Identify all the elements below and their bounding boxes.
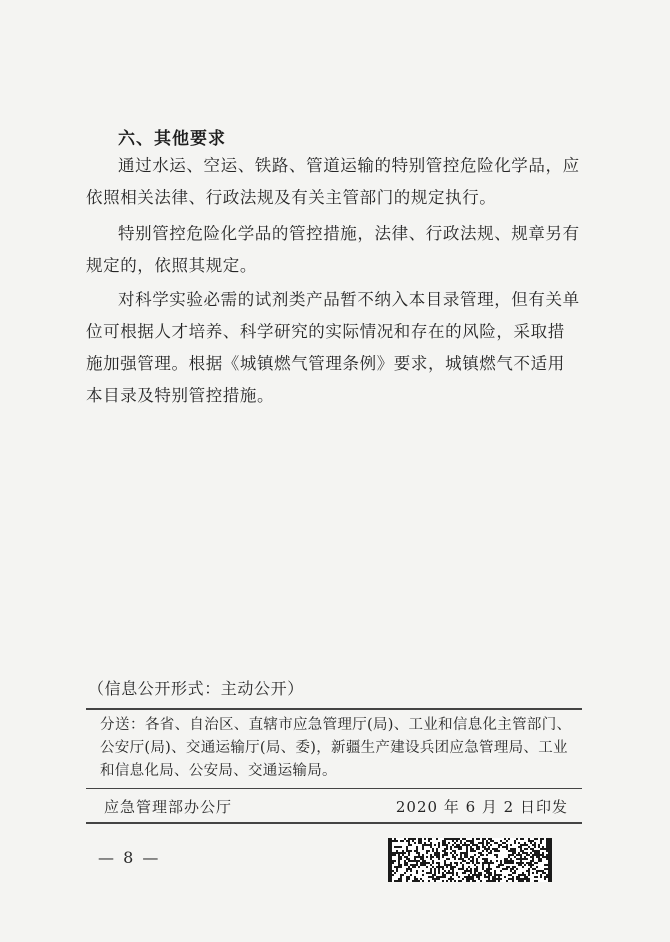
cc-label: 分送：	[100, 717, 145, 733]
paragraph-reagents: 对科学实验必需的试剂类产品暂不纳入本目录管理，但有关单位可根据人才培养、科学研究的实际情况和存在的风险，采取措施加强管理。根据《城镇燃气管理条例》要求，城镇燃气不适用本目录及特别管控措施。	[86, 290, 580, 405]
paragraph-control-measures: 特别管控危险化学品的管控措施，法律、行政法规、规章另有规定的，依照其规定。	[86, 224, 580, 275]
cc-block	[100, 714, 578, 783]
divider-middle	[86, 788, 582, 789]
issuing-office: 应急管理部办公厅	[104, 798, 233, 816]
divider-top	[86, 708, 582, 710]
disclosure-form: （信息公开形式：主动公开）	[88, 679, 304, 698]
cc-recipients: 各省、自治区、直辖市应急管理厅(局)、工业和信息化主管部门、公安厅(局)、交通运输厅(局、委)，新疆生产建设兵团应急管理局、工业和信息化局、公安局、交通运输局。	[100, 717, 572, 779]
paragraph-transport: 通过水运、空运、铁路、管道运输的特别管控危险化学品，应依照相关法律、行政法规及有关主管部门的规定执行。	[86, 156, 580, 207]
issue-date: 2020 年 6 月 2 日印发	[395, 798, 568, 816]
barcode-graphic	[388, 838, 552, 882]
page-number: — 8 —	[98, 848, 161, 867]
divider-bottom	[86, 822, 582, 824]
barcode-image	[388, 838, 552, 882]
section-heading: 六、其他要求	[118, 129, 226, 149]
